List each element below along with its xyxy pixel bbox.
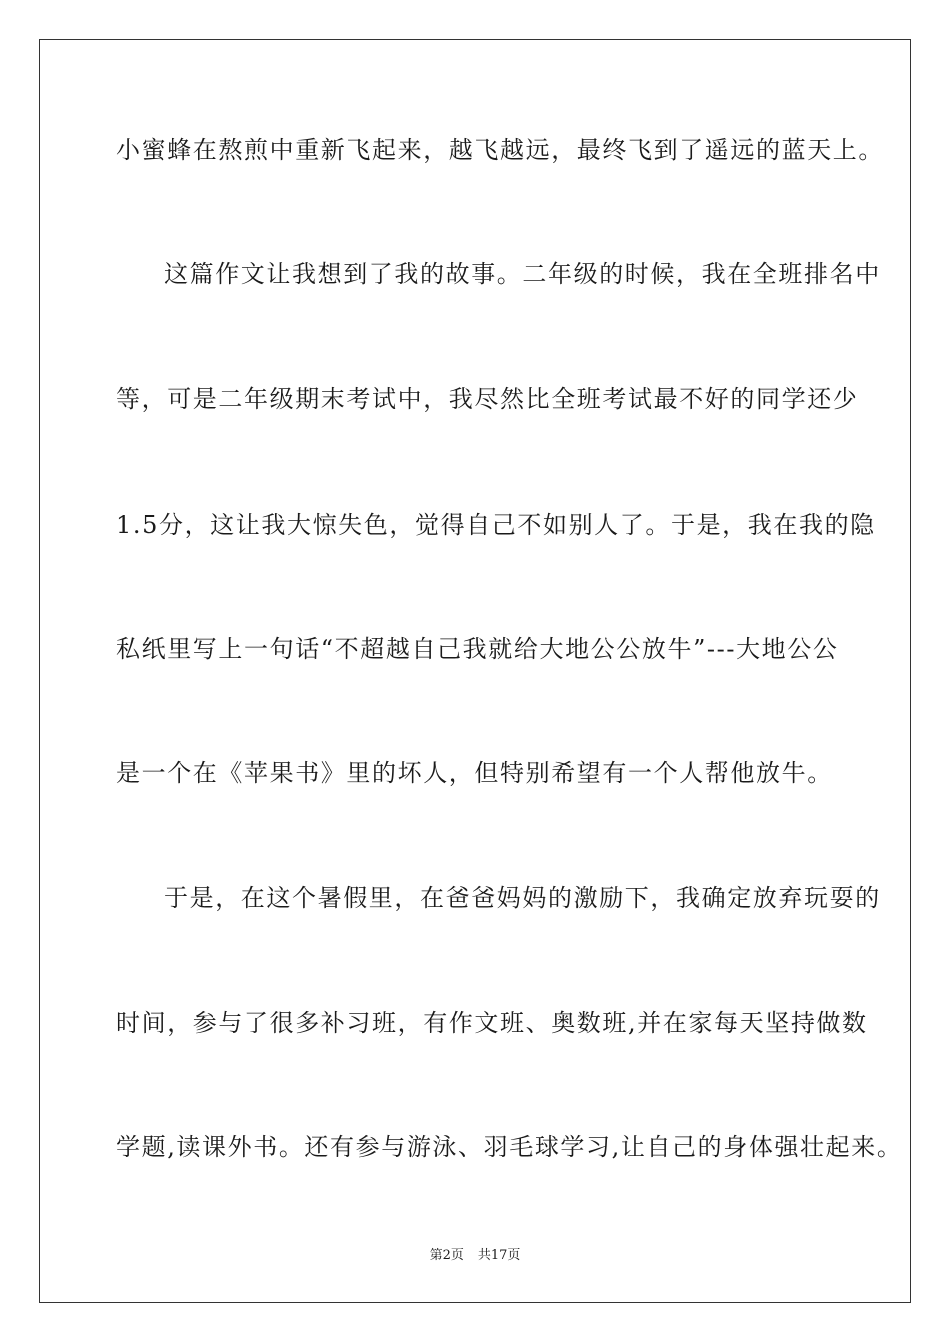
page-footer xyxy=(0,1247,950,1265)
page-total: 共17页 xyxy=(477,1248,521,1263)
text-line-9: 学题,读课外书。还有参与游泳、羽毛球学习,让自己的身体强壮起来。 xyxy=(116,1133,903,1161)
text-line-1: 小蜜蜂在熬煎中重新飞起来，越飞越远，最终飞到了遥远的蓝天上。 xyxy=(116,136,884,164)
text-line-5: 私纸里写上一句话“不超越自己我就给大地公公放牛”---大地公公 xyxy=(116,635,839,663)
page-number: 第2页 xyxy=(429,1248,464,1263)
text-line-2: 这篇作文让我想到了我的故事。二年级的时候，我在全班排名中 xyxy=(164,260,881,288)
page-frame xyxy=(39,39,911,1303)
text-line-3: 等，可是二年级期末考试中，我尽然比全班考试最不好的同学还少 xyxy=(116,385,859,413)
text-line-4: 1.5分，这让我大惊失色，觉得自己不如别人了。于是，我在我的隐 xyxy=(116,511,876,539)
text-line-8: 时间，参与了很多补习班，有作文班、奥数班,并在家每天坚持做数 xyxy=(116,1009,868,1037)
text-line-7: 于是，在这个暑假里，在爸爸妈妈的激励下，我确定放弃玩耍的 xyxy=(164,884,881,912)
text-line-6: 是一个在《苹果书》里的坏人，但特别希望有一个人帮他放牛。 xyxy=(116,759,833,787)
